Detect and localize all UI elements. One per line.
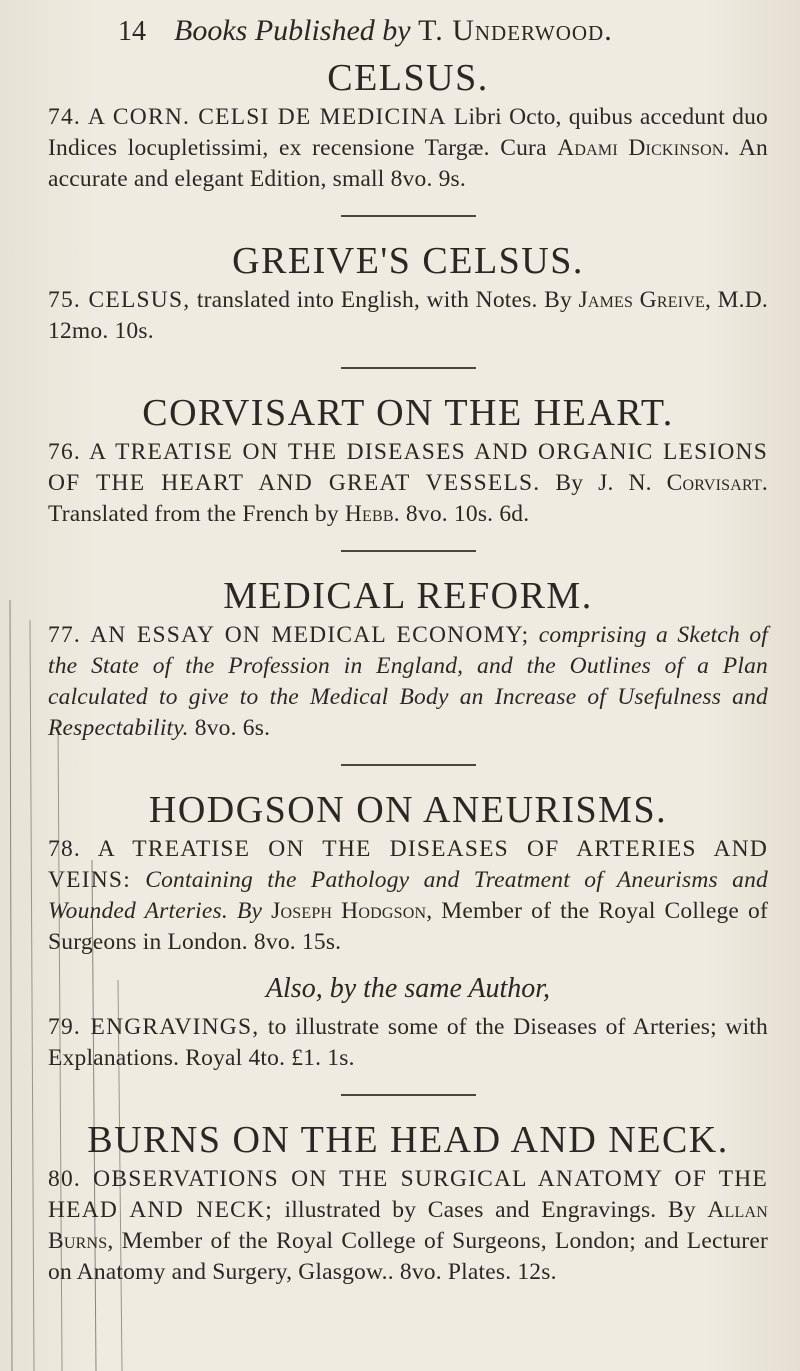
book-entry-77	[48, 620, 768, 744]
entry-price: 12mo. 10s.	[48, 318, 154, 344]
entry-author: J. N. Corvisart.	[598, 470, 768, 496]
section-divider	[341, 1094, 476, 1096]
entry-price: Member of the Royal College of Surgeons, London; and Lecturer on Anatomy and Surgery, Glasgow.. 8vo. Plates. 12s.	[48, 1228, 768, 1285]
running-title-text: Books Published by	[174, 14, 411, 47]
entry-author: James Greive, M.D.	[578, 287, 768, 313]
book-entry-75	[48, 285, 768, 347]
section-heading-hodgson: HODGSON ON ANEURISMS.	[148, 789, 668, 831]
entry-author: Adami Dickinson.	[557, 135, 730, 161]
section-heading-corvisart: CORVISART ON THE HEART.	[142, 392, 674, 434]
entry-title: 74. A CORN. CELSI DE MEDICINA	[48, 104, 447, 130]
entry-description: By	[540, 470, 599, 496]
entry-description: illustrated by Cases and Engravings. By	[272, 1197, 708, 1223]
section-heading-burns: BURNS ON THE HEAD AND NECK.	[87, 1119, 729, 1161]
entry-title: 76. A TREATISE ON THE DISEASES AND ORGANIC LESIONS OF THE HEART AND GREAT VESSELS.	[48, 439, 768, 496]
entry-translator: Hebb.	[344, 501, 400, 527]
entry-description: comprising a Sketch of the State of the Profession in England, and the Outlines of a Plan calculated to give to the Medical Body an Increase of Usefulness and Respectability.	[48, 622, 769, 741]
entry-price: Member of the Royal College of Surgeons in London. 8vo. 15s.	[48, 898, 769, 955]
section-heading-greives-celsus: GREIVE'S CELSUS.	[232, 240, 584, 282]
book-entry-79	[48, 1012, 768, 1074]
section-heading-celsus: CELSUS.	[327, 57, 489, 99]
running-head	[118, 14, 768, 54]
entry-price: 8vo. 6s.	[188, 715, 271, 741]
section-divider	[341, 550, 476, 552]
book-entry-80	[48, 1164, 768, 1288]
entry-price: An accurate and elegant Edition, small 8vo. 9s.	[48, 135, 768, 192]
entry-description: translated into English, with Notes. By	[190, 287, 579, 313]
section-divider	[341, 367, 476, 369]
entry-title: 77. AN ESSAY ON MEDICAL ECONOMY;	[48, 622, 530, 648]
section-divider	[341, 764, 476, 766]
book-entry-74	[48, 102, 768, 195]
running-title-publisher: T. Underwood.	[418, 14, 613, 47]
page-number: 14	[118, 16, 146, 47]
entry-price: 8vo. 10s. 6d.	[399, 501, 530, 527]
entry-description: to illustrate some of the Diseases of Arteries; with Explanations. Royal 4to. £1. 1s.	[48, 1014, 768, 1071]
entry-title: 80. OBSERVATIONS ON THE SURGICAL ANATOMY OF THE HEAD AND NECK;	[48, 1166, 768, 1223]
entry-title: 78. A TREATISE ON THE DISEASES OF ARTERIES AND VEINS:	[48, 836, 768, 893]
entry-title: 75. CELSUS,	[48, 287, 191, 313]
page-content	[48, 14, 768, 1288]
running-title	[174, 14, 613, 48]
entry-description: Libri Octo, quibus accedunt duo Indices locupletissimi, ex recensione Targæ. Cura	[48, 104, 768, 161]
entry-author: Allan Burns,	[48, 1197, 768, 1254]
book-entry-76	[48, 437, 768, 530]
entry-description-2: Translated from the French by	[48, 501, 345, 527]
entry-description: Containing the Pathology and Treatment of Aneurisms and Wounded Arteries. By	[48, 867, 768, 924]
book-entry-78	[48, 834, 768, 958]
entry-author: Joseph Hodgson,	[271, 898, 433, 924]
also-by-author-line: Also, by the same Author,	[265, 973, 551, 1004]
entry-title: 79. ENGRAVINGS,	[48, 1014, 260, 1040]
section-heading-medical-reform: MEDICAL REFORM.	[223, 575, 593, 617]
section-divider	[341, 215, 476, 217]
